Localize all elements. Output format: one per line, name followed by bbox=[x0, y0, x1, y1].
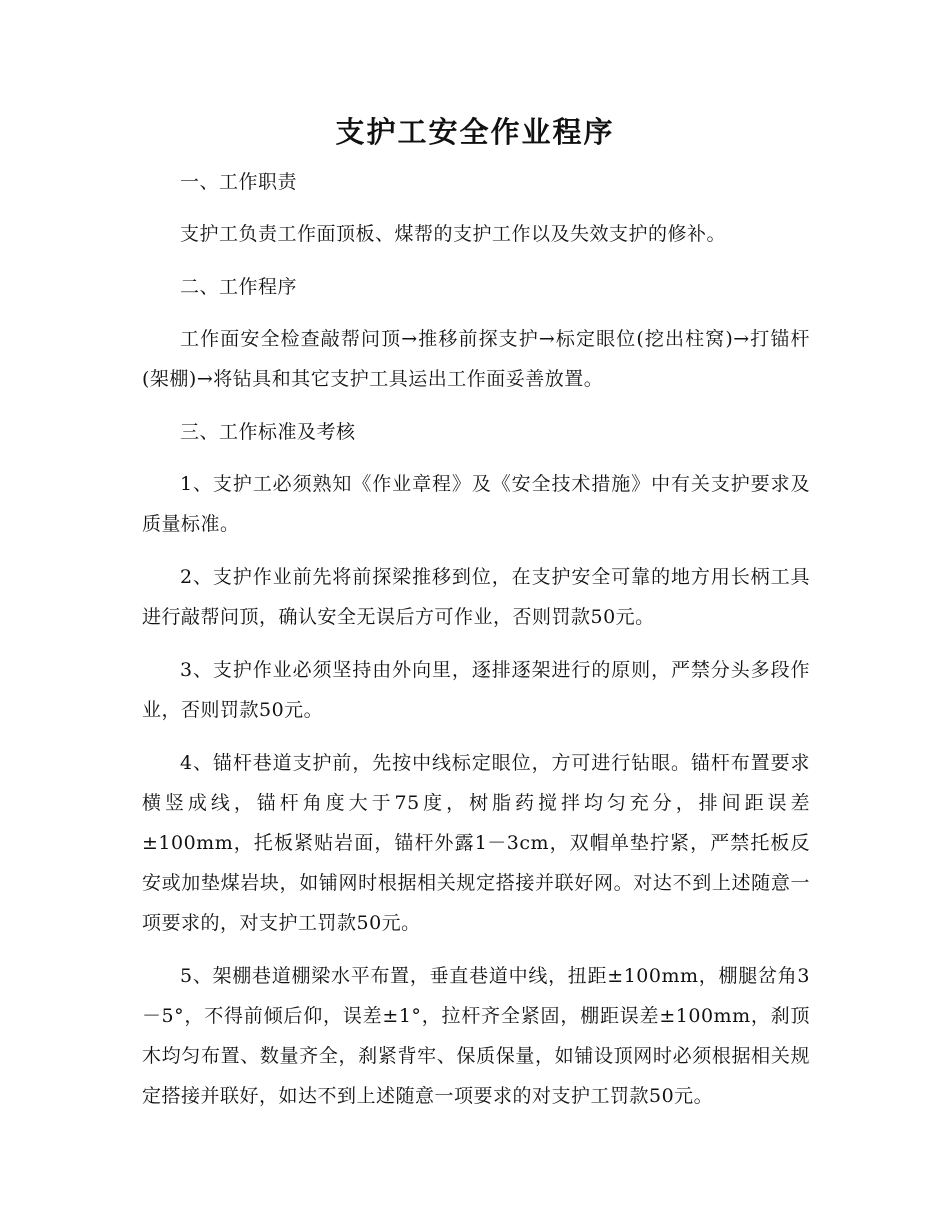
paragraph-standard-4: 4、锚杆巷道支护前，先按中线标定眼位，方可进行钻眼。锚杆布置要求横竖成线，锚杆角度大于75度，树脂药搅拌均匀充分，排间距误差±100mm，托板紧贴岩面，锚杆外露1－3cm，双帽单垫拧紧，严禁托板反安或加垫煤岩块，如铺网时根据相关规定搭接并联好网。对达不到上述随意一项要求的，对支护工罚款50元。 bbox=[142, 752, 810, 934]
section-heading-duties: 一、工作职责 bbox=[180, 171, 298, 193]
document-body bbox=[142, 162, 810, 1129]
paragraph-standard-3: 3、支护作业必须坚持由外向里，逐排逐架进行的原则，严禁分头多段作业，否则罚款50元。 bbox=[142, 659, 810, 721]
paragraph-procedure: 工作面安全检查敲帮问顶→推移前探支护→标定眼位(挖出柱窝)→打锚杆(架棚)→将钻具和其它支护工具运出工作面妥善放置。 bbox=[142, 328, 810, 390]
paragraph-duties: 支护工负责工作面顶板、煤帮的支护工作以及失效支护的修补。 bbox=[180, 223, 727, 245]
paragraph-standard-1: 1、支护工必须熟知《作业章程》及《安全技术措施》中有关支护要求及质量标准。 bbox=[142, 473, 810, 535]
document-title: 支护工安全作业程序 bbox=[335, 115, 615, 149]
paragraph-standard-5: 5、架棚巷道棚梁水平布置，垂直巷道中线，扭距±100mm，棚腿岔角3－5°，不得前倾后仰，误差±1°，拉杆齐全紧固，棚距误差±100mm，刹顶木均匀布置、数量齐全，刹紧背牢、保质保量，如铺设顶网时必须根据相关规定搭接并联好，如达不到上述随意一项要求的对支护工罚款50元。 bbox=[142, 965, 810, 1107]
paragraph-standard-2: 2、支护作业前先将前探梁推移到位，在支护安全可靠的地方用长柄工具进行敲帮问顶，确认安全无误后方可作业，否则罚款50元。 bbox=[142, 566, 810, 628]
section-heading-procedure: 二、工作程序 bbox=[180, 276, 298, 298]
section-heading-standards: 三、工作标准及考核 bbox=[180, 421, 356, 443]
